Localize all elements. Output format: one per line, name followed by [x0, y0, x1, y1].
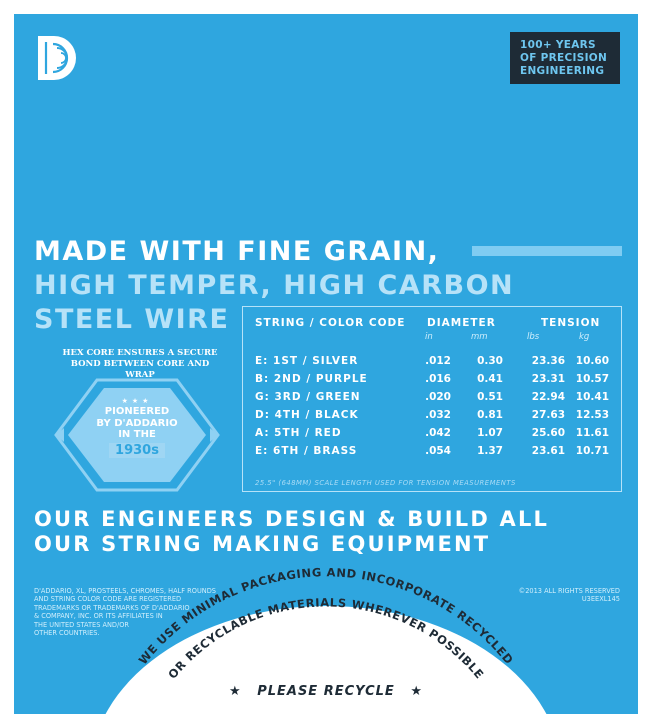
- unit-lbs: lbs: [527, 332, 540, 342]
- cell-lbs: 25.60: [531, 427, 565, 439]
- cell-mm: 1.37: [477, 445, 503, 457]
- legal-line: TRADEMARKS OR TRADEMARKS OF D'ADDARIO: [34, 603, 190, 612]
- unit-mm: mm: [471, 332, 488, 342]
- cell-lbs: 23.31: [531, 373, 565, 385]
- cell-mm: 0.30: [477, 355, 503, 367]
- cell-string: A: 5TH / RED: [255, 427, 342, 439]
- header-diameter: DIAMETER: [427, 317, 496, 329]
- hex-caption: HEX CORE ENSURES A SECURE BOND BETWEEN CORE AND WRAP: [62, 348, 218, 380]
- packaging-panel: [14, 14, 638, 714]
- cell-kg: 10.41: [575, 391, 609, 403]
- hex-line: IN THE: [118, 429, 156, 440]
- cell-in: .032: [425, 409, 451, 421]
- hex-line: BY D'ADDARIO: [96, 417, 178, 429]
- cell-in: .054: [425, 445, 451, 457]
- header-string: STRING / COLOR CODE: [255, 317, 406, 329]
- cell-kg: 10.60: [575, 355, 609, 367]
- cell-mm: 0.41: [477, 373, 503, 385]
- recycle-arc: [14, 14, 638, 714]
- legal-line: & COMPANY, INC. OR ITS AFFILIATES IN: [34, 612, 163, 621]
- cell-in: .016: [425, 373, 451, 385]
- star-icon: ★: [229, 684, 242, 699]
- badge-line: ENGINEERING: [520, 64, 605, 77]
- cell-mm: 0.81: [477, 409, 503, 421]
- legal-line: D'ADDARIO, XL, PROSTEELS, CHROMES, HALF ROUNDS: [34, 587, 216, 595]
- unit-kg: kg: [579, 332, 590, 342]
- cell-string: D: 4TH / BLACK: [255, 409, 359, 421]
- recycle-arc-line-2: OR RECYCLABLE MATERIALS WHEREVER POSSIBLE: [165, 595, 487, 682]
- unit-in: in: [425, 332, 433, 342]
- hex-stars: ★★★: [121, 397, 153, 405]
- headline-line-2: HIGH TEMPER, HIGH CARBON: [34, 270, 515, 301]
- cell-in: .042: [425, 427, 451, 439]
- engineers-line-1: OUR ENGINEERS DESIGN & BUILD ALL: [34, 507, 550, 531]
- legal-line: OTHER COUNTRIES.: [34, 629, 100, 638]
- hex-line: PIONEERED: [104, 406, 170, 417]
- cell-kg: 11.61: [575, 427, 609, 439]
- legal-line: THE UNITED STATES AND/OR: [34, 620, 130, 629]
- cell-string: B: 2ND / PURPLE: [255, 373, 368, 385]
- legal-line: AND STRING COLOR CODE ARE REGISTERED: [34, 595, 182, 604]
- cell-lbs: 22.94: [531, 391, 565, 403]
- hex-era-label: 1930s: [109, 443, 165, 458]
- cell-kg: 10.71: [575, 445, 609, 457]
- headline-line-1: MADE WITH FINE GRAIN,: [34, 236, 440, 267]
- please-recycle-label: PLEASE RECYCLE: [257, 684, 395, 699]
- table-footnote: 25.5" (648MM) SCALE LENGTH USED FOR TENSION MEASUREMENTS: [255, 479, 516, 487]
- cell-in: .012: [425, 355, 451, 367]
- recycle-arc-line-1: WE USE MINIMAL PACKAGING AND INCORPORATE RECYCLED: [135, 565, 517, 668]
- star-icon: ★: [410, 684, 423, 699]
- cell-mm: 0.51: [477, 391, 503, 403]
- cell-string: G: 3RD / GREEN: [255, 391, 361, 403]
- header-tension: TENSION: [541, 317, 601, 329]
- cell-kg: 10.57: [575, 373, 609, 385]
- badge-line: 100+ YEARS: [520, 38, 596, 51]
- badge-line: OF PRECISION: [520, 51, 608, 64]
- engineers-line-2: OUR STRING MAKING EQUIPMENT: [34, 532, 491, 556]
- cell-lbs: 27.63: [531, 409, 565, 421]
- cell-lbs: 23.61: [531, 445, 565, 457]
- cell-string: E: 1ST / SILVER: [255, 355, 359, 367]
- please-recycle: [14, 684, 638, 699]
- cell-kg: 12.53: [575, 409, 609, 421]
- cell-mm: 1.07: [477, 427, 503, 439]
- cell-lbs: 23.36: [531, 355, 565, 367]
- cell-string: E: 6TH / BRASS: [255, 445, 358, 457]
- headline-line-3: STEEL WIRE: [34, 304, 230, 335]
- sku-code: U3EEXL145: [581, 595, 620, 604]
- copyright-text: ©2013 ALL RIGHTS RESERVED: [518, 587, 620, 595]
- cell-in: .020: [425, 391, 451, 403]
